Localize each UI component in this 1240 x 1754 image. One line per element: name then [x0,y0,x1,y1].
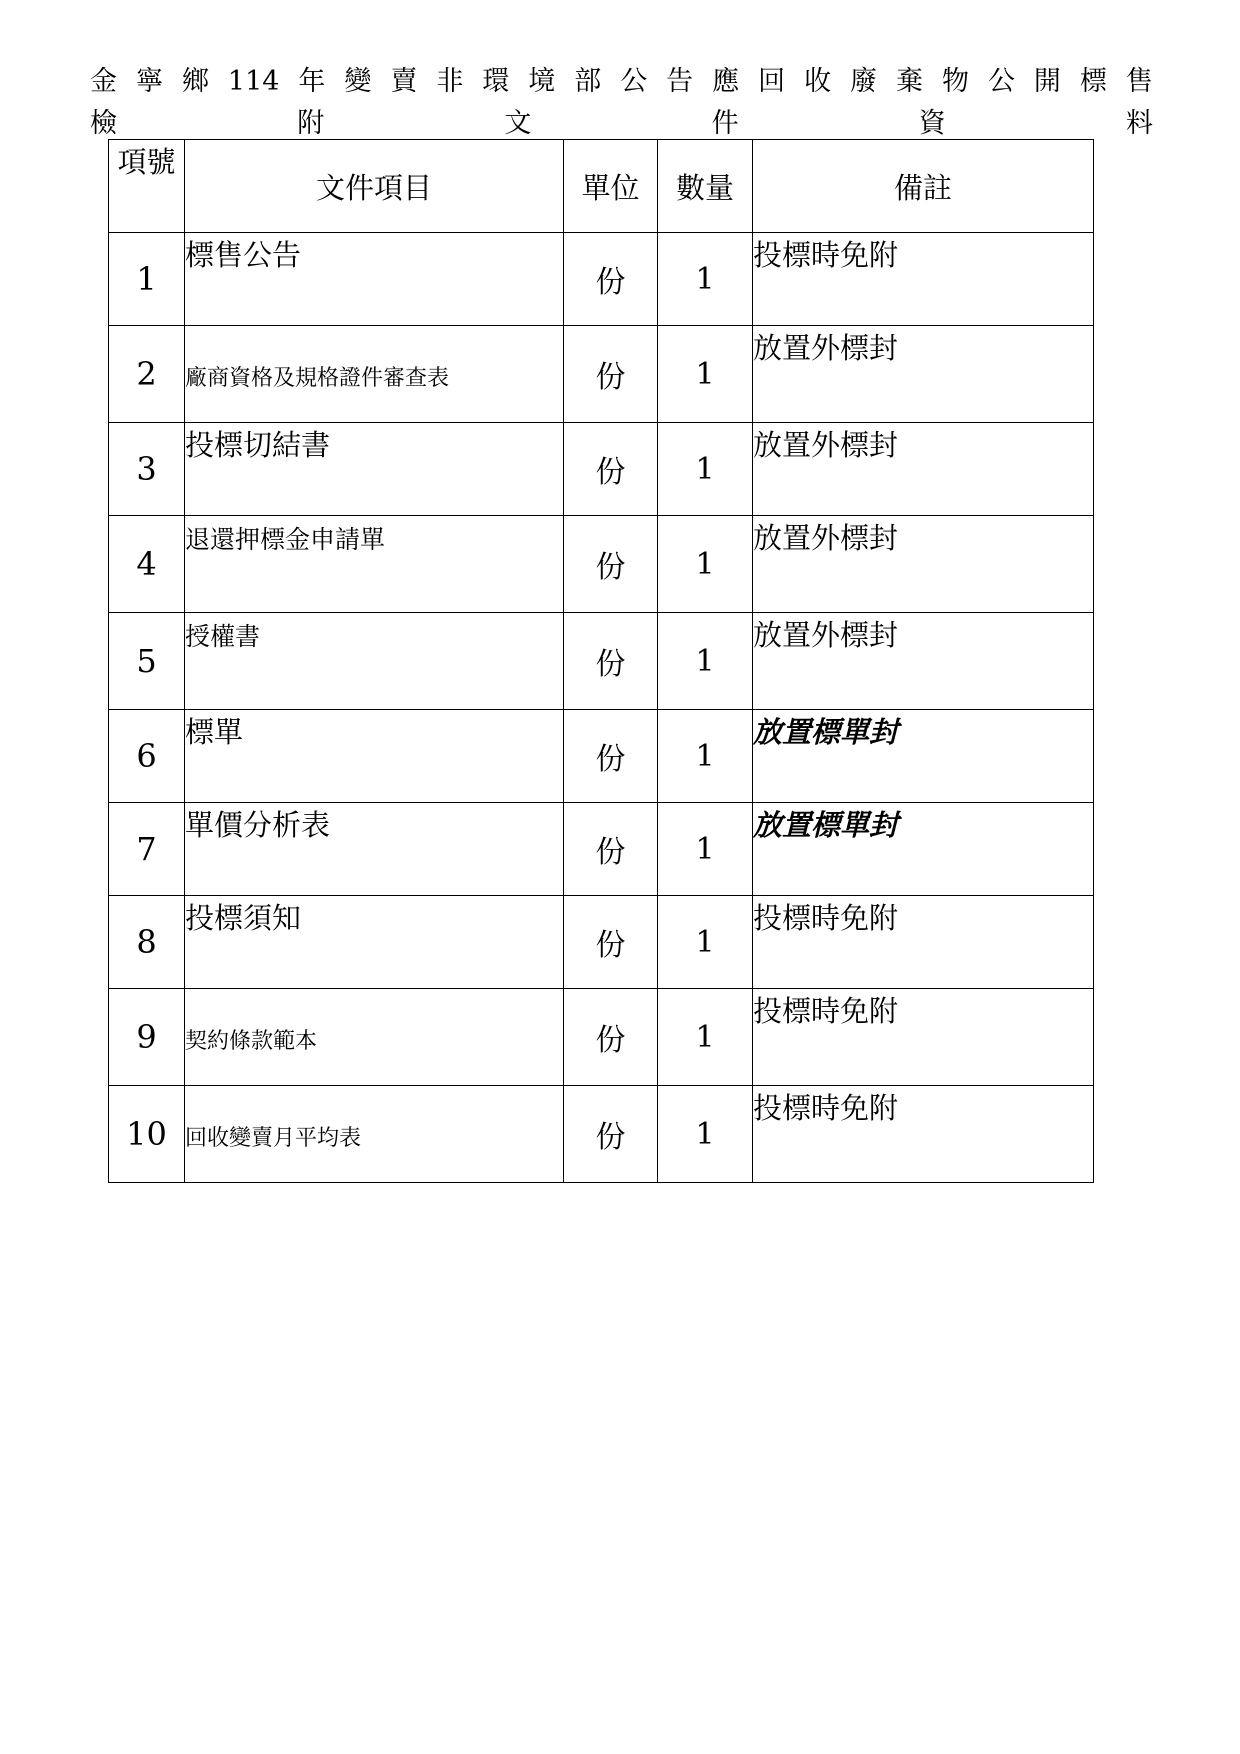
row-qty: 1 [658,710,753,803]
table-row [109,803,1094,896]
document-title-line-1 [90,66,1153,98]
row-note: 放置外標封 [753,326,1094,423]
row-unit: 份 [564,710,658,803]
title-char: 售 [1125,66,1153,97]
title-char: 標 [1079,66,1107,97]
title-char: 物 [941,66,969,97]
row-no: 2 [109,326,185,423]
row-note: 投標時免附 [753,896,1094,989]
table-row [109,896,1094,989]
row-qty: 1 [658,233,753,326]
table-row [109,613,1094,710]
header-note: 備註 [753,140,1094,233]
row-item: 標售公告 [185,233,564,326]
row-unit: 份 [564,326,658,423]
title-char: 廢 [850,66,878,97]
row-item: 回收變賣月平均表 [185,1086,564,1183]
title-char: 應 [712,66,740,97]
row-item: 授權書 [185,613,564,710]
row-no: 1 [109,233,185,326]
row-note: 投標時免附 [753,233,1094,326]
row-note: 放置外標封 [753,423,1094,516]
table-row [109,516,1094,613]
row-qty: 1 [658,803,753,896]
row-item: 投標切結書 [185,423,564,516]
table-row [109,233,1094,326]
title-char: 回 [758,66,786,97]
row-note: 投標時免附 [753,1086,1094,1183]
row-note: 放置標單封 [753,803,1094,896]
attachment-table [108,139,1094,1183]
row-no: 9 [109,989,185,1086]
row-note: 投標時免附 [753,989,1094,1086]
row-qty: 1 [658,989,753,1086]
row-qty: 1 [658,326,753,423]
title-char: 114 [227,66,280,97]
row-no: 8 [109,896,185,989]
row-note: 放置標單封 [753,710,1094,803]
row-qty: 1 [658,896,753,989]
title-char: 年 [298,66,326,97]
title-char: 寧 [135,66,163,97]
row-note: 放置外標封 [753,613,1094,710]
row-unit: 份 [564,803,658,896]
header-no: 項號 [109,140,185,233]
table-header-row [109,140,1094,233]
row-item: 單價分析表 [185,803,564,896]
title-char: 變 [344,66,372,97]
title-char: 附 [297,108,325,139]
table-row [109,989,1094,1086]
title-char: 資 [918,108,946,139]
document-title-line-2 [90,108,1153,140]
row-unit: 份 [564,896,658,989]
row-item: 廠商資格及規格證件審查表 [185,326,564,423]
row-unit: 份 [564,989,658,1086]
table-row [109,423,1094,516]
row-note: 放置外標封 [753,516,1094,613]
row-no: 6 [109,710,185,803]
row-item: 標單 [185,710,564,803]
row-unit: 份 [564,1086,658,1183]
row-unit: 份 [564,516,658,613]
row-qty: 1 [658,516,753,613]
row-item: 契約條款範本 [185,989,564,1086]
title-char: 公 [987,66,1015,97]
title-char: 收 [804,66,832,97]
row-unit: 份 [564,233,658,326]
row-no: 4 [109,516,185,613]
title-char: 開 [1033,66,1061,97]
title-char: 境 [528,66,556,97]
title-char: 非 [436,66,464,97]
title-char: 料 [1125,108,1153,139]
row-unit: 份 [564,613,658,710]
title-char: 告 [666,66,694,97]
title-char: 金 [90,66,117,97]
title-char: 環 [482,66,510,97]
header-item: 文件項目 [185,140,564,233]
title-char: 棄 [896,66,924,97]
row-item: 退還押標金申請單 [185,516,564,613]
title-char: 檢 [90,108,117,139]
title-char: 鄉 [181,66,209,97]
title-char: 文 [504,108,532,139]
row-item: 投標須知 [185,896,564,989]
title-char: 件 [711,108,739,139]
title-char: 賣 [390,66,418,97]
row-no: 3 [109,423,185,516]
header-qty: 數量 [658,140,753,233]
table-row [109,1086,1094,1183]
row-no: 5 [109,613,185,710]
row-no: 7 [109,803,185,896]
row-unit: 份 [564,423,658,516]
row-qty: 1 [658,423,753,516]
row-no: 10 [109,1086,185,1183]
table-row [109,710,1094,803]
header-unit: 單位 [564,140,658,233]
table-row [109,326,1094,423]
title-char: 公 [620,66,648,97]
row-qty: 1 [658,1086,753,1183]
title-char: 部 [574,66,602,97]
row-qty: 1 [658,613,753,710]
